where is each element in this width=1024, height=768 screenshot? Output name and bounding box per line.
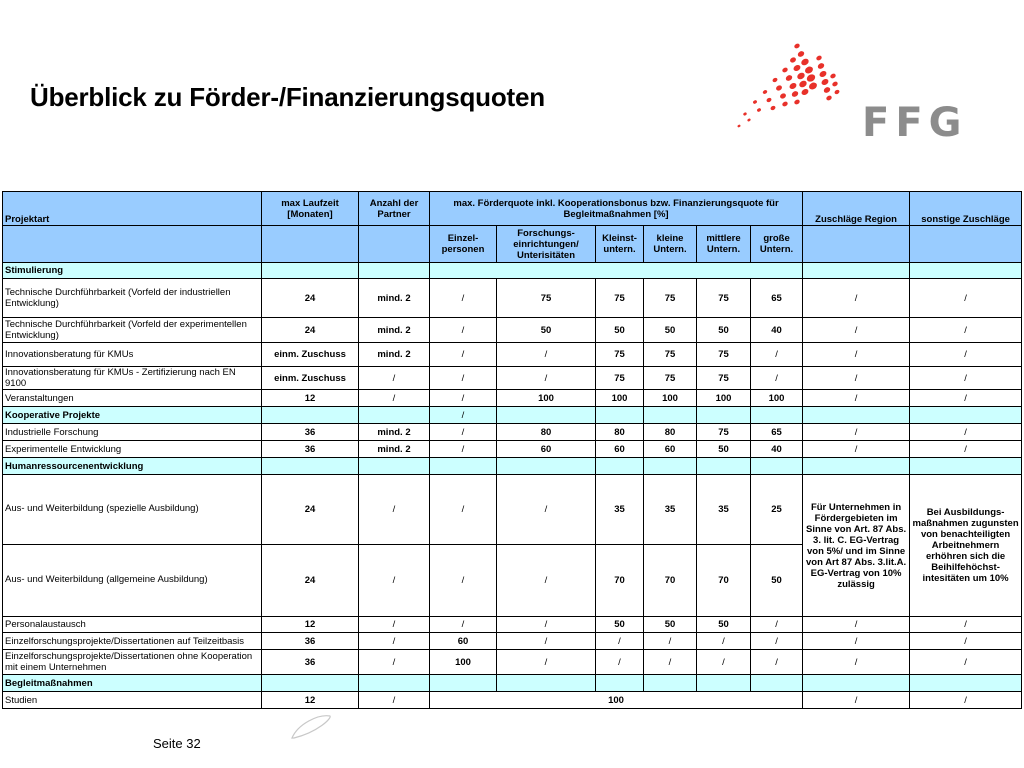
cell-forschung: 75 xyxy=(497,279,596,318)
logo-dot xyxy=(756,108,761,113)
cell-kleinst: 50 xyxy=(596,318,644,343)
table-row xyxy=(3,367,1022,390)
logo-dot xyxy=(762,89,768,94)
cell-forschung: / xyxy=(497,343,596,367)
logo-dot xyxy=(825,95,832,102)
cell-partner: / xyxy=(359,475,430,545)
cell-grosse: / xyxy=(751,367,803,390)
row-name: Innovationsberatung für KMUs xyxy=(3,343,262,367)
cell-mittlere: / xyxy=(697,633,751,650)
section-row xyxy=(3,407,1022,424)
cell-sonstige: / xyxy=(910,390,1022,407)
cell-region: / xyxy=(803,279,910,318)
header-empty xyxy=(3,226,262,263)
cell-grosse: 40 xyxy=(751,441,803,458)
logo-dot xyxy=(788,82,797,90)
logo-dot xyxy=(829,73,836,80)
logo-dot xyxy=(766,97,773,103)
cell-partner: mind. 2 xyxy=(359,424,430,441)
row-name: Technische Durchführbarkeit (Vorfeld der industriellen Entwicklung) xyxy=(3,279,262,318)
page-title: Überblick zu Förder-/Finanzierungsquoten xyxy=(30,82,545,112)
cell-partner: / xyxy=(359,367,430,390)
cell-partner: / xyxy=(359,617,430,633)
row-name: Technische Durchführbarkeit (Vorfeld der experimentellen Entwicklung) xyxy=(3,318,262,343)
header-kleine: kleine Untern. xyxy=(644,226,697,263)
cell-forschung: / xyxy=(497,617,596,633)
section-begleit: Begleitmaßnahmen xyxy=(3,675,262,692)
cell-mittlere: 75 xyxy=(697,279,751,318)
header-empty xyxy=(803,226,910,263)
logo-dot xyxy=(770,105,777,111)
logo-dot xyxy=(808,81,818,91)
row-name: Aus- und Weiterbildung (allgemeine Ausbildung) xyxy=(3,545,262,617)
cell-grosse: / xyxy=(751,617,803,633)
header-laufzeit: max Laufzeit [Monaten] xyxy=(262,192,359,226)
row-name: Einzelforschungsprojekte/Dissertationen auf Teilzeitbasis xyxy=(3,633,262,650)
cell-kleinst: / xyxy=(596,650,644,675)
header-kleinst: Kleinst-untern. xyxy=(596,226,644,263)
header-foerderquote: max. Förderquote inkl. Kooperationsbonus bzw. Finanzierungsquote für Begleitmaßnahmen [%] xyxy=(430,192,803,226)
cell-einzel: / xyxy=(430,424,497,441)
cell-forschung: / xyxy=(497,545,596,617)
cell-region: / xyxy=(803,650,910,675)
cell-partner: / xyxy=(359,692,430,709)
logo-dot xyxy=(804,65,814,75)
logo-dot xyxy=(805,73,816,83)
cell-kleinst: 50 xyxy=(596,617,644,633)
cell-einzel: 100 xyxy=(430,650,497,675)
cell-kleine: 70 xyxy=(644,545,697,617)
logo-dot xyxy=(789,56,797,63)
logo-dot xyxy=(785,74,793,82)
cell-einzel: 60 xyxy=(430,633,497,650)
cell-forschung: / xyxy=(497,475,596,545)
cell-forschung: 50 xyxy=(497,318,596,343)
cell-grosse: 100 xyxy=(751,390,803,407)
cell-region: / xyxy=(803,318,910,343)
cell-kleinst: 35 xyxy=(596,475,644,545)
cell-grosse: / xyxy=(751,343,803,367)
cell-sonstige: / xyxy=(910,318,1022,343)
table-row xyxy=(3,633,1022,650)
cell-partner: / xyxy=(359,650,430,675)
cell-mittlere: 35 xyxy=(697,475,751,545)
cell-kleine: 75 xyxy=(644,367,697,390)
logo-dot xyxy=(815,55,822,62)
cell-kleine: 75 xyxy=(644,343,697,367)
cell-partner: / xyxy=(359,633,430,650)
cell-mittlere: 75 xyxy=(697,367,751,390)
table-row xyxy=(3,475,1022,545)
section-mark: / xyxy=(430,407,497,424)
table-row xyxy=(3,650,1022,675)
table-row xyxy=(3,279,1022,318)
logo-dot xyxy=(772,77,779,83)
cell-kleine: 60 xyxy=(644,441,697,458)
logo-dot xyxy=(781,67,788,74)
cell-grosse: / xyxy=(751,650,803,675)
cell-grosse: 65 xyxy=(751,424,803,441)
cell-forschung: 60 xyxy=(497,441,596,458)
row-name: Innovationsberatung für KMUs - Zertifizierung nach EN 9100 xyxy=(3,367,262,390)
header-row-1 xyxy=(3,192,1022,226)
row-name: Einzelforschungsprojekte/Dissertationen ohne Kooperation mit einem Unternehmen xyxy=(3,650,262,675)
header-region: Zuschläge Region xyxy=(803,192,910,226)
logo-dot xyxy=(779,92,787,99)
cell-kleinst: 75 xyxy=(596,279,644,318)
cell-einzel: / xyxy=(430,279,497,318)
table-row xyxy=(3,390,1022,407)
cell-mittlere: 100 xyxy=(697,390,751,407)
cell-kleinst: 75 xyxy=(596,343,644,367)
cell-region: / xyxy=(803,617,910,633)
cell-laufzeit: einm. Zuschuss xyxy=(262,343,359,367)
cell-laufzeit: 12 xyxy=(262,390,359,407)
logo-dot xyxy=(820,78,829,86)
cell-kleine: 75 xyxy=(644,279,697,318)
cell-einzel: / xyxy=(430,318,497,343)
cell-laufzeit: 12 xyxy=(262,617,359,633)
cell-kleine: / xyxy=(644,650,697,675)
header-empty xyxy=(359,226,430,263)
cell-laufzeit: 12 xyxy=(262,692,359,709)
cell-mittlere: 75 xyxy=(697,424,751,441)
cell-laufzeit: 24 xyxy=(262,279,359,318)
cell-partner: / xyxy=(359,545,430,617)
section-row xyxy=(3,263,1022,279)
cell-einzel: / xyxy=(430,475,497,545)
cell-einzel: / xyxy=(430,441,497,458)
cell-einzel: / xyxy=(430,617,497,633)
logo-dot xyxy=(792,64,801,72)
cell-forschung: / xyxy=(497,633,596,650)
page-number: Seite 32 xyxy=(153,736,201,751)
cell-partner: mind. 2 xyxy=(359,318,430,343)
table-row xyxy=(3,617,1022,633)
cell-sonstige: / xyxy=(910,424,1022,441)
cell-kleine: 35 xyxy=(644,475,697,545)
logo-dot xyxy=(793,43,800,50)
cell-laufzeit: 36 xyxy=(262,633,359,650)
swoosh-icon xyxy=(288,712,334,742)
cell-partner: / xyxy=(359,390,430,407)
logo-dot xyxy=(800,88,809,96)
cell-einzel: / xyxy=(430,367,497,390)
cell-einzel: / xyxy=(430,390,497,407)
cell-mittlere: 50 xyxy=(697,617,751,633)
section-human: Humanressourcenentwicklung xyxy=(3,458,262,475)
logo-dot xyxy=(747,118,751,122)
table-row xyxy=(3,441,1022,458)
cell-grosse: 25 xyxy=(751,475,803,545)
cell-mittlere: / xyxy=(697,650,751,675)
table-row xyxy=(3,318,1022,343)
cell-laufzeit: 24 xyxy=(262,545,359,617)
cell-kleinst: 75 xyxy=(596,367,644,390)
header-grosse: große Untern. xyxy=(751,226,803,263)
cell-region: / xyxy=(803,441,910,458)
header-empty xyxy=(910,226,1022,263)
logo-dot xyxy=(791,90,799,98)
note-region: Für Unternehmen in Fördergebieten im Sinne von Art. 87 Abs. 3. lit. C. EG-Vertrag von 5%/ und im Sinne von Art 87 Abs. 3.lit.A. EG-Vertrag von 10% zulässig xyxy=(803,475,910,617)
header-forschung: Forschungs-einrichtungen/ Unterisitäten xyxy=(497,226,596,263)
section-row xyxy=(3,675,1022,692)
cell-sonstige: / xyxy=(910,692,1022,709)
cell-grosse: 50 xyxy=(751,545,803,617)
logo-dot xyxy=(737,124,741,128)
header-einzelpersonen: Einzel-personen xyxy=(430,226,497,263)
cell-grosse: 40 xyxy=(751,318,803,343)
logo-dot xyxy=(818,70,827,78)
logo-dot xyxy=(817,62,825,70)
cell-mittlere: 50 xyxy=(697,441,751,458)
row-name: Industrielle Forschung xyxy=(3,424,262,441)
cell-forschung: 100 xyxy=(497,390,596,407)
logo-dot xyxy=(743,112,748,116)
cell-kleine: 80 xyxy=(644,424,697,441)
logo-dot xyxy=(781,101,788,108)
cell-kleine: 100 xyxy=(644,390,697,407)
cell-partner: mind. 2 xyxy=(359,279,430,318)
cell-kleinst: 80 xyxy=(596,424,644,441)
row-name: Aus- und Weiterbildung (spezielle Ausbildung) xyxy=(3,475,262,545)
row-name: Experimentelle Entwicklung xyxy=(3,441,262,458)
cell-kleinst: 100 xyxy=(596,390,644,407)
cell-mittlere: 70 xyxy=(697,545,751,617)
cell-sonstige: / xyxy=(910,343,1022,367)
cell-mittlere: 75 xyxy=(697,343,751,367)
header-row-2 xyxy=(3,226,1022,263)
cell-laufzeit: 36 xyxy=(262,424,359,441)
cell-region: / xyxy=(803,633,910,650)
cell-region: / xyxy=(803,390,910,407)
cell-mittlere: 50 xyxy=(697,318,751,343)
row-name: Personalaustausch xyxy=(3,617,262,633)
section-row xyxy=(3,458,1022,475)
logo-dot xyxy=(752,100,757,105)
logo-dot xyxy=(834,89,841,95)
cell-grosse: / xyxy=(751,633,803,650)
cell-sonstige: / xyxy=(910,367,1022,390)
cell-kleine: / xyxy=(644,633,697,650)
cell-forschung: / xyxy=(497,650,596,675)
cell-sonstige: / xyxy=(910,650,1022,675)
cell-einzel: / xyxy=(430,545,497,617)
row-name: Veranstaltungen xyxy=(3,390,262,407)
logo-dot xyxy=(775,84,783,91)
note-sonstige: Bei Ausbildungs-maßnahmen zugunsten von benachteiligten Arbeitnehmern erhöhren sich die Beihilfehöchst-intesitäten um 10% xyxy=(910,475,1022,617)
logo-dot xyxy=(796,71,806,80)
logo-dot xyxy=(798,79,808,88)
cell-region: / xyxy=(803,424,910,441)
logo-dot xyxy=(831,81,838,88)
table-row xyxy=(3,424,1022,441)
header-partner: Anzahl der Partner xyxy=(359,192,430,226)
header-sonstige: sonstige Zuschläge xyxy=(910,192,1022,226)
section-stimulierung: Stimulierung xyxy=(3,263,262,279)
cell-sonstige: / xyxy=(910,279,1022,318)
cell-kleine: 50 xyxy=(644,318,697,343)
table-row xyxy=(3,343,1022,367)
row-name: Studien xyxy=(3,692,262,709)
cell-grosse: 65 xyxy=(751,279,803,318)
cell-laufzeit: einm. Zuschuss xyxy=(262,367,359,390)
cell-forschung: / xyxy=(497,367,596,390)
cell-merged: 100 xyxy=(430,692,803,709)
cell-kleine: 50 xyxy=(644,617,697,633)
cell-region: / xyxy=(803,343,910,367)
cell-sonstige: / xyxy=(910,441,1022,458)
cell-region: / xyxy=(803,692,910,709)
header-projektart: Projektart xyxy=(3,192,262,226)
cell-forschung: 80 xyxy=(497,424,596,441)
cell-laufzeit: 24 xyxy=(262,475,359,545)
cell-sonstige: / xyxy=(910,617,1022,633)
cell-laufzeit: 36 xyxy=(262,650,359,675)
funding-rates-table xyxy=(2,191,1022,709)
cell-laufzeit: 36 xyxy=(262,441,359,458)
cell-kleinst: / xyxy=(596,633,644,650)
logo-dot xyxy=(797,50,805,58)
table-row xyxy=(3,692,1022,709)
cell-kleinst: 60 xyxy=(596,441,644,458)
cell-partner: mind. 2 xyxy=(359,441,430,458)
ffg-logo-text: FFG xyxy=(862,100,968,146)
logo-dot xyxy=(800,57,810,66)
header-empty xyxy=(262,226,359,263)
cell-kleinst: 70 xyxy=(596,545,644,617)
header-mittlere: mittlere Untern. xyxy=(697,226,751,263)
section-kooperative: Kooperative Projekte xyxy=(3,407,262,424)
cell-partner: mind. 2 xyxy=(359,343,430,367)
cell-laufzeit: 24 xyxy=(262,318,359,343)
cell-region: / xyxy=(803,367,910,390)
cell-einzel: / xyxy=(430,343,497,367)
cell-sonstige: / xyxy=(910,633,1022,650)
logo-dot xyxy=(793,99,800,106)
logo-dot xyxy=(823,86,831,94)
